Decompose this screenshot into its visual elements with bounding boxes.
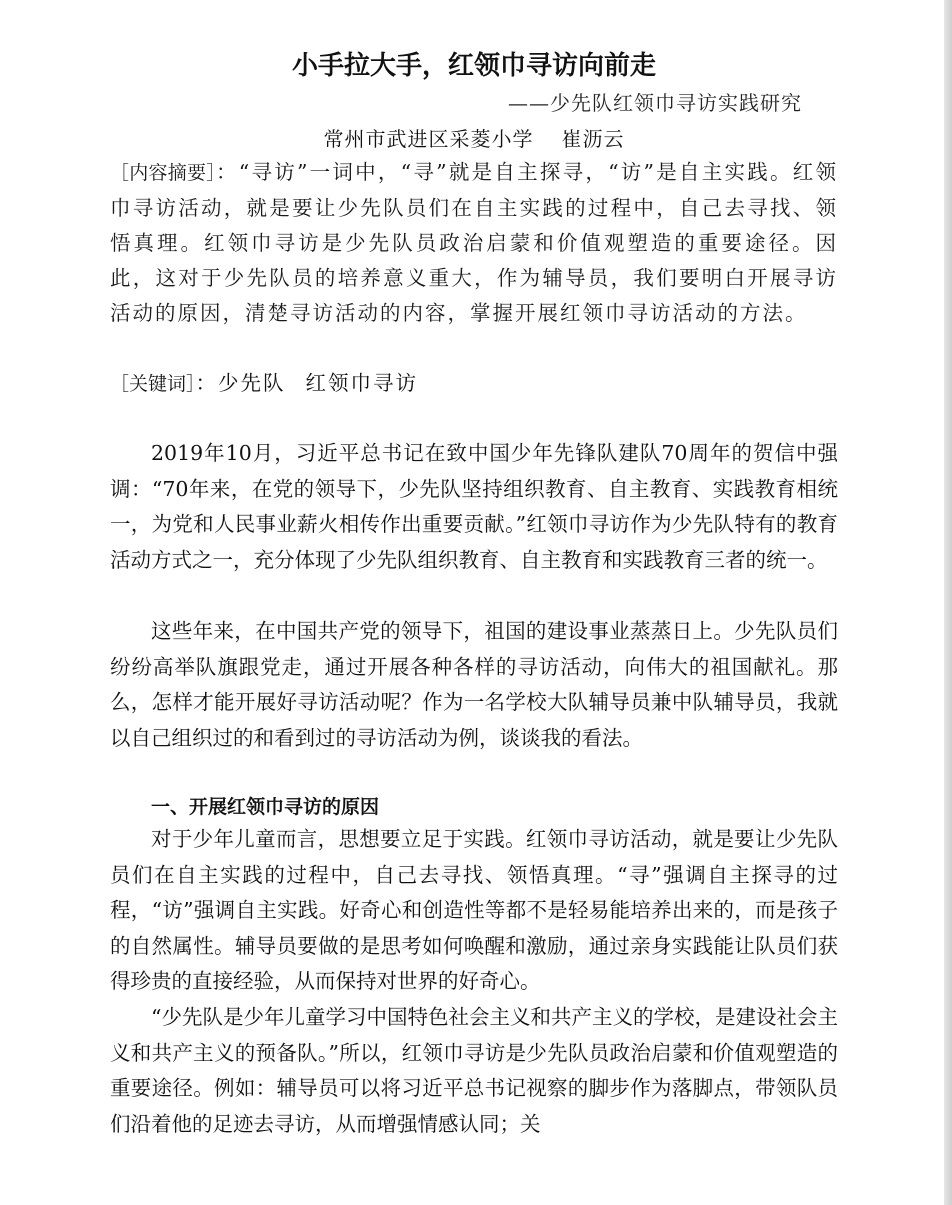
page-edge-shadow bbox=[944, 0, 952, 1205]
author-name: 崔沥云 bbox=[561, 127, 625, 151]
body-paragraph: 这些年来，在中国共产党的领导下，祖国的建设事业蒸蒸日上。少先队员们纷纷高举队旗跟党走，通过开展各种各样的寻访活动，向伟大的祖国献礼。那么，怎样才能开展好寻访活动呢？作为一名学校大队辅导员兼中队辅导员，我就以自己组织过的和看到过的寻访活动为例，谈谈我的看法。 bbox=[110, 619, 838, 750]
keywords bbox=[110, 366, 838, 402]
section-heading: 一、开展红领巾寻访的原因 bbox=[151, 796, 380, 818]
body-paragraph: 2019年10月，习近平总书记在致中国少年先锋队建队70周年的贺信中强调：“70年来，在党的领导下，少先队坚持组织教育、自主教育、实践教育相统一，为党和人民事业薪火相传作出重要贡献。”红领巾寻访作为少先队特有的教育活动方式之一，充分体现了少先队组织教育、自主教育和实践教育三者的统一。 bbox=[110, 441, 838, 572]
body-paragraph: “少先队是少年儿童学习中国特色社会主义和共产主义的学校，是建设社会主义和共产主义的预备队。”所以，红领巾寻访是少先队员政治启蒙和价值观塑造的重要途径。例如：辅导员可以将习近平总书记视察的脚步作为落脚点，带领队员们沿着他的足迹去寻访，从而增强情感认同；关 bbox=[110, 1005, 838, 1136]
document-title: 小手拉大手，红领巾寻访向前走 bbox=[291, 51, 656, 81]
author-line bbox=[110, 124, 838, 154]
body-paragraph: 对于少年儿童而言，思想要立足于实践。红领巾寻访活动，就是要让少先队员们在自主实践的过程中，自己去寻找、领悟真理。“寻”强调自主探寻的过程，“访”强调自主实践。好奇心和创造性等都不是轻易能培养出来的，而是孩子的自然属性。辅导员要做的是思考如何唤醒和激励，通过亲身实践能让队员们获得珍贵的直接经验，从而保持对世界的好奇心。 bbox=[110, 827, 838, 993]
document-subtitle: ——少先队红领巾寻访实践研究 bbox=[508, 91, 802, 115]
author-school: 常州市武进区采菱小学 bbox=[323, 127, 534, 151]
keyword: 少先队 bbox=[218, 371, 286, 395]
abstract-text: ：“寻访”一词中，“寻”就是自主探寻，“访”是自主实践。红领巾寻访活动，就是要让少先队员们在自主实践的过程中，自己去寻找、领悟真理。红领巾寻访是少先队员政治启蒙和价值观塑造的重要途径。因此，这对于少先队员的培养意义重大，作为辅导员，我们要明白开展寻访活动的原因，清楚寻访活动的内容，掌握开展红领巾寻访活动的方法。 bbox=[110, 160, 838, 325]
keywords-label: ［关键词］ bbox=[110, 373, 196, 395]
keywords-separator: ： bbox=[195, 371, 219, 395]
abstract-label: ［内容摘要］ bbox=[110, 162, 216, 184]
keyword: 红领巾寻访 bbox=[305, 371, 419, 395]
abstract bbox=[110, 155, 838, 331]
